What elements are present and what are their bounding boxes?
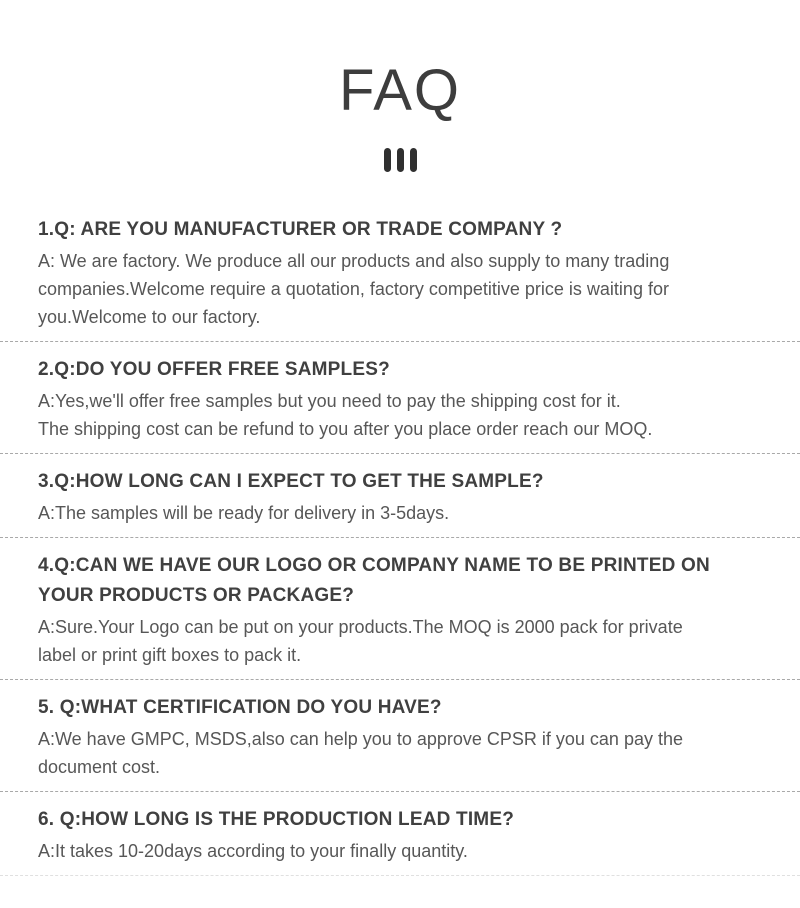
faq-answer (38, 387, 762, 443)
faq-answer-line: A:We have GMPC, MSDS,also can help you to approve CPSR if you can pay the (38, 729, 683, 749)
faq-answer-line: A: We are factory. We produce all our products and also supply to many trading (38, 251, 670, 271)
faq-answer (38, 613, 762, 669)
faq-section (0, 202, 800, 341)
section-divider (0, 875, 800, 876)
faq-answer-line: label or print gift boxes to pack it. (38, 645, 302, 665)
faq-question: 3.Q:HOW LONG CAN I EXPECT TO GET THE SAMPLE? (38, 471, 544, 492)
faq-answer (38, 725, 762, 781)
faq-question: 5. Q:WHAT CERTIFICATION DO YOU HAVE? (38, 697, 442, 718)
faq-answer-line: A:It takes 10-20days according to your finally quantity. (38, 841, 468, 861)
faq-answer (38, 499, 762, 527)
faq-question: 6. Q:HOW LONG IS THE PRODUCTION LEAD TIME? (38, 809, 515, 830)
faq-answer-line: A:Yes,we'll offer free samples but you need to pay the shipping cost for it. (38, 391, 621, 411)
faq-answer-line: companies.Welcome require a quotation, factory competitive price is waiting for (38, 279, 669, 299)
faq-answer-line: you.Welcome to our factory. (38, 307, 261, 327)
faq-section (0, 342, 800, 453)
faq-question: 1.Q: ARE YOU MANUFACTURER OR TRADE COMPANY ? (38, 219, 563, 240)
faq-question: 2.Q:DO YOU OFFER FREE SAMPLES? (38, 359, 390, 380)
faq-list (0, 202, 800, 876)
faq-section (0, 538, 800, 679)
faq-answer-line: document cost. (38, 757, 161, 777)
faq-answer (38, 837, 762, 865)
faq-answer-line: The shipping cost can be refund to you after you place order reach our MOQ. (38, 419, 653, 439)
bar-icon-segment (397, 148, 404, 172)
bar-icon-segment (384, 148, 391, 172)
faq-section (0, 792, 800, 875)
faq-section (0, 454, 800, 537)
faq-answer-line: A:Sure.Your Logo can be put on your products.The MOQ is 2000 pack for private (38, 617, 683, 637)
page-header (0, 0, 800, 172)
bar-icon-segment (410, 148, 417, 172)
faq-answer (38, 247, 762, 331)
faq-section (0, 680, 800, 791)
three-vertical-bars-icon (0, 148, 800, 172)
page-title: FAQ (338, 58, 462, 123)
faq-answer-line: A:The samples will be ready for delivery in 3-5days. (38, 503, 450, 523)
faq-question: 4.Q:CAN WE HAVE OUR LOGO OR COMPANY NAME TO BE PRINTED ON YOUR PRODUCTS OR PACKAGE? (38, 555, 710, 606)
